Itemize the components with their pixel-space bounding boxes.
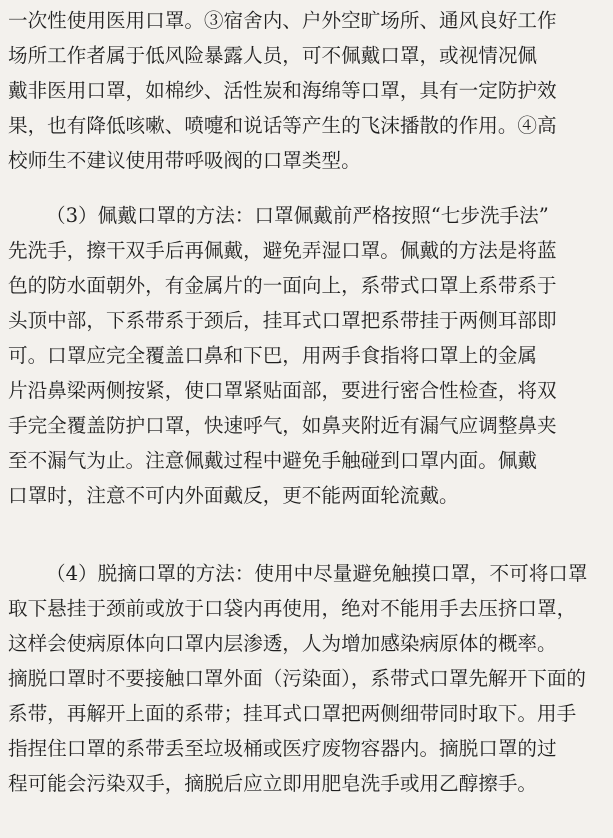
p2-line-2: 先洗手，擦干双手后再佩戴，避免弄湿口罩。佩戴的方法是将蓝: [8, 239, 557, 262]
p2-line-6: 片沿鼻梁两侧按紧，使口罩紧贴面部，要进行密合性检查，将双: [8, 379, 557, 402]
p3-line-5: 系带，再解开上面的系带；挂耳式口罩把两侧细带同时取下。用手: [8, 702, 577, 725]
p1-line-5: 校师生不建议使用带呼吸阀的口罩类型。: [8, 149, 361, 172]
p2-line-7: 手完全覆盖防护口罩，快速呼气，如鼻夹附近有漏气应调整鼻夹: [8, 414, 557, 437]
p2-line-3: 色的防水面朝外，有金属片的一面向上，系带式口罩上系带系于: [8, 274, 557, 297]
p3-line-6: 指捏住口罩的系带丢至垃圾桶或医疗废物容器内。摘脱口罩的过: [8, 737, 557, 760]
p1-line-3: 戴非医用口罩，如棉纱、活性炭和海绵等口罩，具有一定防护效: [8, 79, 557, 102]
p2-line-5: 可。口罩应完全覆盖口鼻和下巴，用两手食指将口罩上的金属: [8, 344, 538, 367]
p3-line-7: 程可能会污染双手，摘脱后应立即用肥皂洗手或用乙醇擦手。: [8, 772, 538, 795]
p2-line-8: 至不漏气为止。注意佩戴过程中避免手触碰到口罩内面。佩戴: [8, 449, 538, 472]
p3-line-2: 取下悬挂于颈前或放于口袋内再使用，绝对不能用手去压挤口罩，: [8, 597, 577, 620]
p2-line-9: 口罩时，注意不可内外面戴反，更不能两面轮流戴。: [8, 484, 459, 507]
p3-line-1: （4）脱摘口罩的方法：使用中尽量避免触摸口罩，不可将口罩: [46, 562, 588, 585]
p1-line-2: 场所工作者属于低风险暴露人员，可不佩戴口罩，或视情况佩: [8, 44, 538, 67]
p3-line-4: 摘脱口罩时不要接触口罩外面（污染面），系带式口罩先解开下面的: [8, 667, 587, 690]
p1-line-4: 果，也有降低咳嗽、喷嚏和说话等产生的飞沫播散的作用。④高: [8, 114, 557, 137]
p1-line-1: 一次性使用医用口罩。③宿舍内、户外空旷场所、通风良好工作: [8, 9, 557, 32]
p2-line-4: 头顶中部，下系带系于颈后，挂耳式口罩把系带挂于两侧耳部即: [8, 309, 557, 332]
p2-line-1: （3）佩戴口罩的方法：口罩佩戴前严格按照“七步洗手法”: [46, 204, 549, 227]
p3-line-3: 这样会使病原体向口罩内层渗透，人为增加感染病原体的概率。: [8, 632, 557, 655]
